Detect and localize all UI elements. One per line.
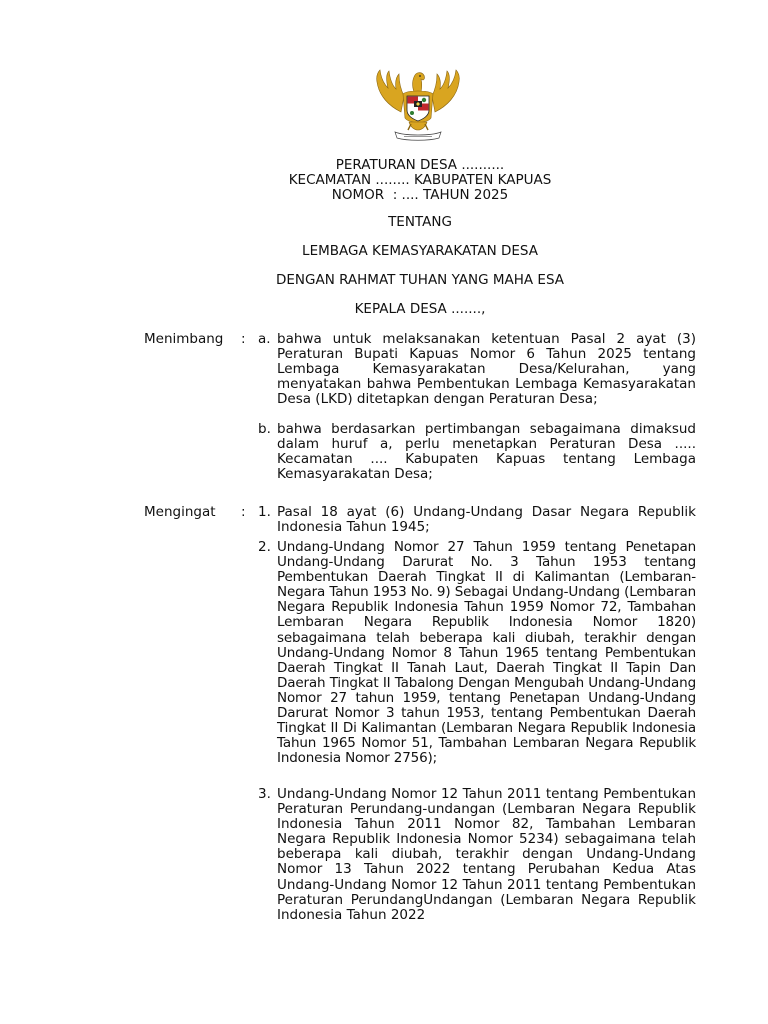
divine-grace-line: DENGAN RAHMAT TUHAN YANG MAHA ESA <box>275 272 565 288</box>
mengingat-colon: : <box>241 504 246 520</box>
item-text: Undang-Undang Nomor 12 Tahun 2011 tentang Pembentukan Peraturan Perundang-undangan (Lembaran Negara Republik Indonesia Tahun 2011 Nomor 82, Tambahan Lembaran Negara Republik Indonesia Nomor 5234) sebagaimana telah beberapa kali diubah, terakhir dengan Undang-Undang Nomor 13 Tahun 2022 tentang Perubahan Kedua Atas Undang-Undang Nomor 12 Tahun 2011 tentang Pembentukan Peraturan PerundangUndangan (Lembaran Negara Republik Indonesia Tahun 2022 <box>277 786 696 923</box>
item-text: Undang-Undang Nomor 27 Tahun 1959 tentang Penetapan Undang-Undang Darurat No. 3 Tahun 1953 tentang Pembentukan Daerah Tingkat II di Kalimantan (Lembaran-Negara Tahun 1953 No. 9) Sebagai Undang-Undang (Lembaran Negara Republik Indonesia Tahun 1959 Nomor 72, Tambahan Lembaran Negara Republik Indonesia Nomor 1820) sebagaimana telah beberapa kali diubah, terakhir dengan Undang-Undang Nomor 8 Tahun 1965 tentang Pembentukan Daerah Tingkat II Tanah Laut, Daerah Tingkat II Tapin Dan Daerah Tingkat II Tabalong Dengan Mengubah Undang-Undang Nomor 27 tahun 1959, tentang Penetapan Undang-Undang Darurat Nomor 3 tahun 1953, tentang Pembentukan Daerah Tingkat II Di Kalimantan (Lembaran Negara Republik Indonesia Tahun 1965 Nomor 51, Tambahan Lembaran Negara Republik Indonesia Nomor 2756); <box>277 539 696 767</box>
item-text: Pasal 18 ayat (6) Undang-Undang Dasar Negara Republik Indonesia Tahun 1945; <box>277 504 696 536</box>
item-marker: 3. <box>258 786 271 802</box>
item-marker: b. <box>258 421 271 437</box>
village-head-line: KEPALA DESA ......., <box>354 301 486 317</box>
mengingat-label: Mengingat <box>144 504 216 520</box>
menimbang-label: Menimbang <box>144 331 224 347</box>
item-marker: 1. <box>258 504 271 520</box>
regulation-title: PERATURAN DESA .......... <box>335 157 505 173</box>
regulation-number: NOMOR : .... TAHUN 2025 <box>331 187 509 203</box>
item-text: bahwa berdasarkan pertimbangan sebagaimana dimaksud dalam huruf a, perlu menetapkan Peraturan Desa ..... Kecamatan .... Kabupaten Kapuas tentang Lembaga Kemasyarakatan Desa; <box>277 421 696 483</box>
item-marker: a. <box>258 331 271 347</box>
menimbang-colon: : <box>241 331 246 347</box>
regulation-subject: LEMBAGA KEMASYARAKATAN DESA <box>302 243 538 259</box>
regulation-region: KECAMATAN ........ KABUPATEN KAPUAS <box>288 172 552 188</box>
garuda-pancasila-emblem-icon <box>371 66 465 146</box>
item-marker: 2. <box>258 539 271 555</box>
item-text: bahwa untuk melaksanakan ketentuan Pasal 2 ayat (3) Peraturan Bupati Kapuas Nomor 6 Tahun 2025 tentang Lembaga Kemasyarakatan Desa/Kelurahan, yang menyatakan bahwa Pembentukan Lembaga Kemasyarakatan Desa (LKD) ditetapkan dengan Peraturan Desa; <box>277 331 696 408</box>
tentang-heading: TENTANG <box>388 214 452 230</box>
